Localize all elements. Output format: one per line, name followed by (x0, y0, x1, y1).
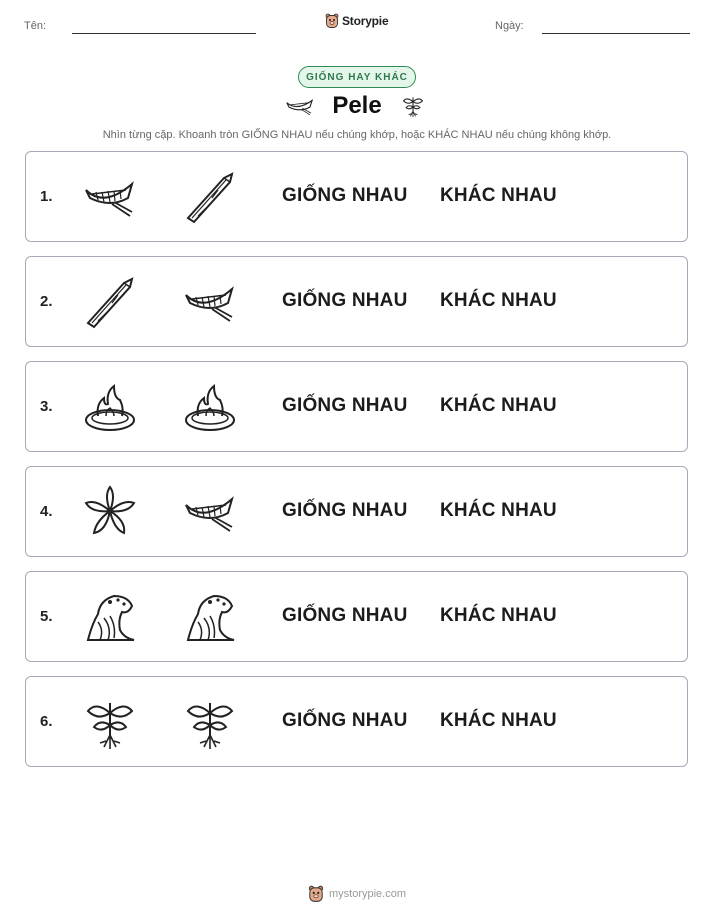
flower-icon (82, 485, 138, 541)
sprout-icon (401, 92, 425, 120)
different-option[interactable]: KHÁC NHAU (440, 605, 557, 626)
row-number: 1. (40, 188, 53, 205)
brand-name: Storypie (342, 14, 389, 28)
row-number: 4. (40, 503, 53, 520)
bear-icon (325, 13, 339, 29)
sprout-icon (82, 695, 138, 751)
row-number: 5. (40, 608, 53, 625)
exercise-row (25, 466, 688, 557)
exercise-row (25, 151, 688, 242)
worksheet-type-badge: GIỐNG HAY KHÁC (298, 66, 416, 88)
instructions: Nhìn từng cặp. Khoanh tròn GIỐNG NHAU nếu chúng khớp, hoặc KHÁC NHAU nếu chúng không khớp. (102, 129, 612, 141)
fire-pit-icon (82, 380, 138, 436)
same-option[interactable]: GIỐNG NHAU (282, 395, 408, 416)
different-option[interactable]: KHÁC NHAU (440, 500, 557, 521)
different-option[interactable]: KHÁC NHAU (440, 290, 557, 311)
stick-icon (182, 170, 238, 226)
same-option[interactable]: GIỐNG NHAU (282, 500, 408, 521)
footer-url[interactable]: mystorypie.com (329, 888, 407, 900)
different-option[interactable]: KHÁC NHAU (440, 185, 557, 206)
bear-icon (308, 885, 324, 903)
exercise-row (25, 571, 688, 662)
date-label: Ngày: (495, 20, 524, 32)
lava-mountain-icon (182, 590, 238, 646)
row-number: 2. (40, 293, 53, 310)
exercise-row (25, 256, 688, 347)
lava-mountain-icon (82, 590, 138, 646)
exercise-row (25, 361, 688, 452)
canoe-icon (82, 170, 138, 226)
different-option[interactable]: KHÁC NHAU (440, 395, 557, 416)
exercise-row (25, 676, 688, 767)
canoe-icon (182, 275, 238, 331)
same-option[interactable]: GIỐNG NHAU (282, 185, 408, 206)
different-option[interactable]: KHÁC NHAU (440, 710, 557, 731)
stick-icon (82, 275, 138, 331)
row-number: 3. (40, 398, 53, 415)
sprout-icon (182, 695, 238, 751)
page-title: Pele (332, 92, 382, 119)
date-line[interactable] (542, 33, 690, 34)
footer (308, 885, 406, 903)
row-number: 6. (40, 713, 53, 730)
canoe-icon (182, 485, 238, 541)
name-line[interactable] (72, 33, 256, 34)
same-option[interactable]: GIỐNG NHAU (282, 605, 408, 626)
fire-pit-icon (182, 380, 238, 436)
same-option[interactable]: GIỐNG NHAU (282, 710, 408, 731)
name-label: Tên: (24, 20, 47, 32)
brand-logo (325, 13, 388, 29)
same-option[interactable]: GIỐNG NHAU (282, 290, 408, 311)
